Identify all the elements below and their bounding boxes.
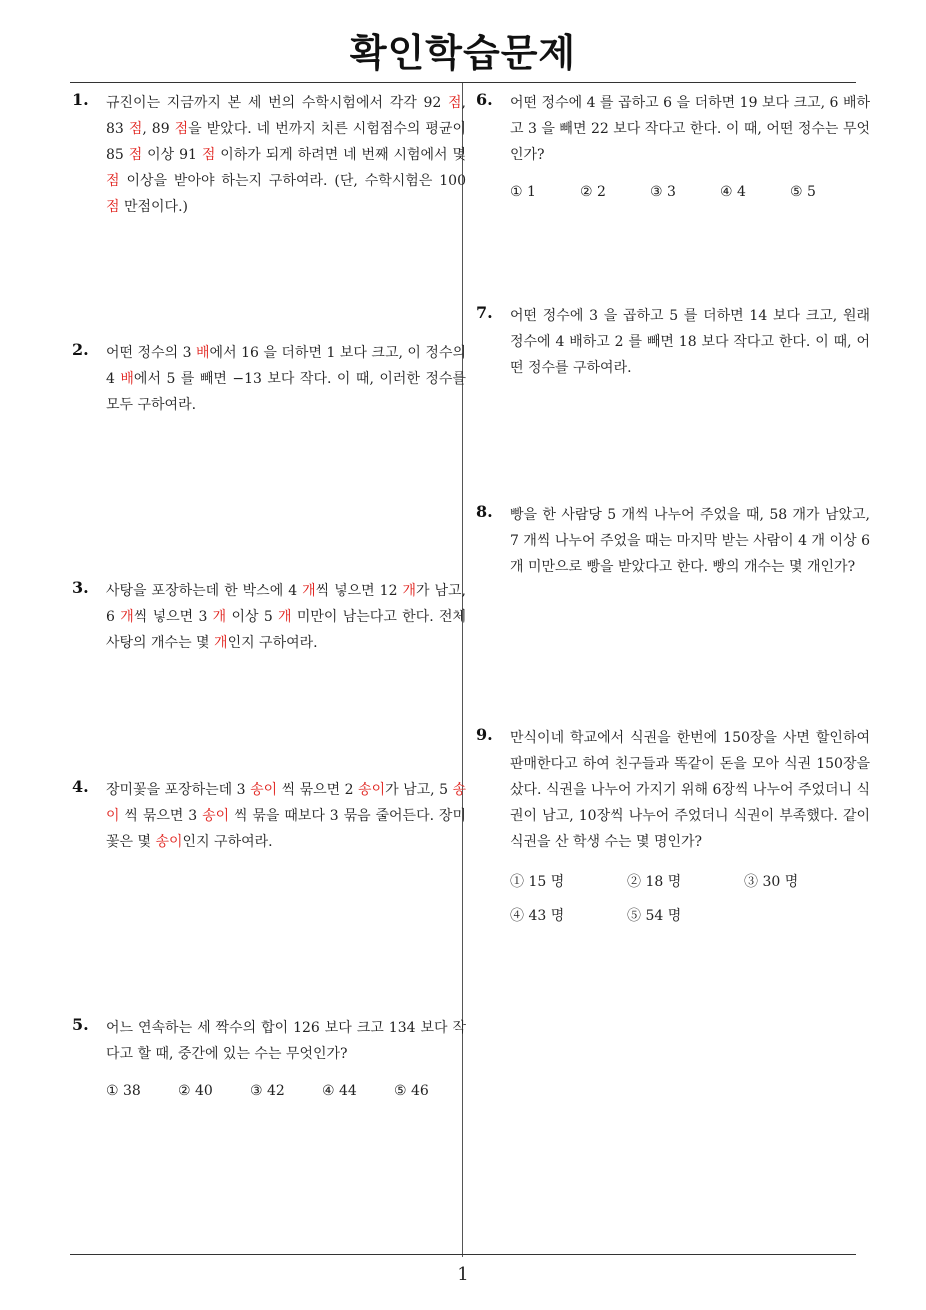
highlighted-unit: 점 [106,173,120,189]
text-fragment: 씩 넣으면 12 [315,583,403,599]
highlighted-unit: 배 [196,345,210,361]
text-fragment: 미만이 남는다고 한다. 전체 사탕의 개수는 몇 [106,609,466,651]
text-fragment: 규진이는 지금까지 본 세 번의 수학시험에서 각각 92 [106,95,449,111]
highlighted-unit: 개 [120,609,134,625]
answer-choice: ③ 42 [250,1083,285,1099]
answer-choices [510,871,870,925]
problem-1 [72,90,467,220]
highlighted-unit: 개 [302,583,316,599]
problem-text [510,502,870,580]
answer-choice: ③ 30 명 [744,874,799,890]
highlighted-unit: 점 [448,95,462,111]
text-fragment: 만점이다.) [119,199,188,215]
text-fragment: 인지 구하여라. [182,834,273,850]
problem-text [106,578,466,656]
highlighted-unit: 배 [120,371,134,387]
answer-choice: ① 15 명 [510,874,565,890]
text-fragment: 을 받았다. 네 번까지 치른 시험점수의 평균이 85 [106,121,466,163]
problem-text [510,303,870,381]
highlighted-unit: 점 [106,199,120,215]
problem-number: 1. [72,90,89,109]
text-fragment: 이상 5 [226,609,279,625]
problem-7 [476,303,870,381]
highlighted-unit: 개 [278,609,292,625]
problem-8 [476,502,870,580]
problem-5 [72,1015,466,1099]
text-fragment: 이상 91 [142,147,202,163]
footer-rule [70,1254,856,1255]
problem-number: 2. [72,340,89,359]
text-fragment: 장미꽃을 포장하는데 3 [106,782,251,798]
highlighted-unit: 개 [214,635,228,651]
answer-choices [106,1083,466,1099]
problem-number: 3. [72,578,89,597]
page-title: 확인학습문제 [349,31,577,75]
highlighted-unit: 송이 [250,782,278,798]
answer-choice: ① 1 [510,184,536,200]
text-fragment: 어떤 정수에 3 을 곱하고 5 를 더하면 14 보다 크고, 원래 정수에 4 배하고 2 를 빼면 18 보다 작다고 한다. 이 때, 어떤 정수를 구하여라. [510,308,870,376]
problem-text [106,777,466,855]
highlighted-unit: 점 [174,121,189,137]
problem-text [510,725,870,855]
problem-text [106,1015,466,1067]
header-rule [70,82,856,83]
problem-6 [476,90,870,200]
text-fragment: 어느 연속하는 세 짝수의 합이 126 보다 크고 134 보다 작다고 할 때, 중간에 있는 수는 무엇인가? [106,1020,466,1062]
answer-choice: ③ 3 [650,184,676,200]
highlighted-unit: 송이 [106,782,467,824]
text-fragment: 씩 묶으면 2 [277,782,359,798]
problem-text [106,90,466,220]
problem-2 [72,340,466,418]
text-fragment: 가 남고, 5 [385,782,453,798]
problem-number: 7. [476,303,493,322]
problem-4 [72,777,467,855]
highlighted-unit: 점 [128,121,143,137]
answer-choice: ④ 44 [322,1083,357,1099]
answer-choice: ⑤ 54 명 [627,908,682,924]
text-fragment: 인지 구하여라. [227,635,318,651]
answer-choice: ② 40 [178,1083,213,1099]
text-fragment: , 89 [142,121,175,137]
text-fragment: 씩 묶을 때보다 3 묶음 줄어든다. 장미꽃은 몇 [106,808,466,850]
problem-number: 8. [476,502,493,521]
page-number: 1 [457,1264,469,1285]
text-fragment: , 83 [106,95,466,137]
answer-choice: ② 2 [580,184,606,200]
text-fragment: 가 남고, 6 [106,583,466,625]
highlighted-unit: 송이 [155,834,183,850]
highlighted-unit: 점 [128,147,143,163]
text-fragment: 어떤 정수의 3 [106,345,197,361]
problem-number: 4. [72,777,89,796]
answer-choice: ④ 4 [720,184,746,200]
text-fragment: 씩 넣으면 3 [133,609,213,625]
highlighted-unit: 송이 [358,782,386,798]
text-fragment: 씩 묶으면 3 [119,808,203,824]
answer-choice: ① 38 [106,1083,141,1099]
text-fragment: 에서 16 을 더하면 1 보다 크고, 이 정수의 4 [106,345,466,387]
text-fragment: 이상을 받아야 하는지 구하여라. (단, 수학시험은 100 [119,173,466,189]
answer-choice: ⑤ 46 [394,1083,429,1099]
highlighted-unit: 개 [212,609,227,625]
highlighted-unit: 개 [402,583,416,599]
highlighted-unit: 점 [201,147,216,163]
problem-3 [72,578,466,656]
text-fragment: 만식이네 학교에서 식권을 한번에 150장을 사면 할인하여 판매한다고 하여 친구들과 똑같이 돈을 모아 식권 150장을 샀다. 식권을 나누어 가지기 위해 6장씩 나누어 주었더니 식권이 남고, 10장씩 나누어 주었더니 식권이 부족했다. 같이 식권을 산 학생 수는 몇 명인가? [510,730,871,850]
text-fragment: 사탕을 포장하는데 한 박스에 4 [106,583,303,599]
answer-choices [510,184,870,200]
answer-choice: ④ 43 명 [510,908,565,924]
text-fragment: 에서 5 를 빼면 −13 보다 작다. 이 때, 이러한 정수를 모두 구하여라. [106,371,466,413]
problem-text [510,90,870,168]
highlighted-unit: 송이 [202,808,230,824]
problem-number: 6. [476,90,493,109]
text-fragment: 어떤 정수에 4 를 곱하고 6 을 더하면 19 보다 크고, 6 배하고 3 을 빼면 22 보다 작다고 한다. 이 때, 어떤 정수는 무엇인가? [510,95,870,163]
answer-choice: ⑤ 5 [790,184,816,200]
problem-text [106,340,466,418]
problem-number: 9. [476,725,493,744]
text-fragment: 빵을 한 사람당 5 개씩 나누어 주었을 때, 58 개가 남았고, 7 개씩 나누어 주었을 때는 마지막 받는 사람이 4 개 이상 6 개 미만으로 빵을 받았다고 한다. 빵의 개수는 몇 개인가? [510,507,870,575]
answer-choice: ② 18 명 [627,874,682,890]
problem-9 [476,725,871,925]
text-fragment: 이하가 되게 하려면 네 번째 시험에서 몇 [215,147,467,163]
problem-number: 5. [72,1015,89,1034]
